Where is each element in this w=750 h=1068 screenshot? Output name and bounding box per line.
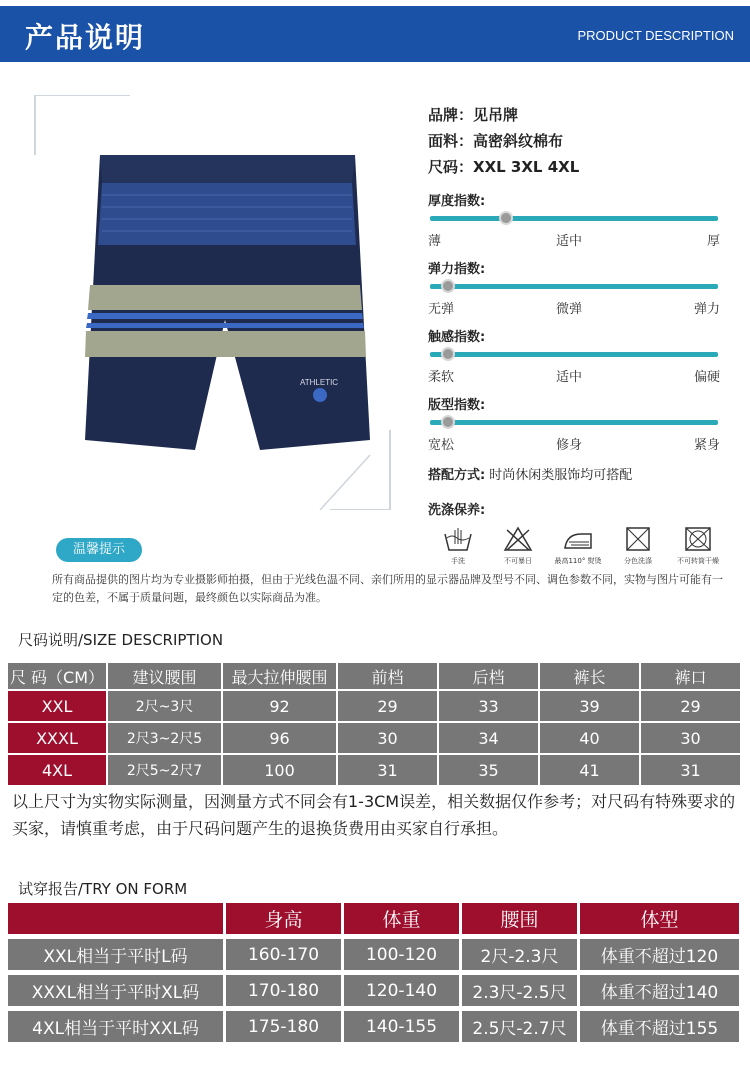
- index-label: 触感指数:: [428, 330, 486, 345]
- matching-value: 时尚休闲类服饰均可搭配: [489, 468, 633, 483]
- no-sun-icon: [503, 526, 533, 552]
- index-block: [428, 326, 728, 386]
- index-right: 偏硬: [693, 370, 720, 385]
- index-mid: 修身: [556, 438, 583, 453]
- index-block: [428, 394, 728, 454]
- index-track: [430, 284, 718, 289]
- table-row: 4XL 2尺5~2尺7 100 31 35 41 31: [8, 755, 742, 787]
- product-image: [30, 95, 395, 510]
- iron-icon: [561, 526, 595, 552]
- index-mid: 微弹: [556, 302, 583, 317]
- size-note: 以上尺寸为实物实际测量，因测量方式不同会有1-3CM误差，相关数据仅作参考；对尺码有特殊要求的买家，请慎重考虑，由于尺码问题产生的退换货费用由买家自行承担。: [12, 792, 736, 838]
- index-label: 厚度指数:: [428, 194, 486, 209]
- separate-wash-icon: [623, 526, 653, 552]
- hand-wash-icon: [443, 526, 473, 552]
- size-section-title: 尺码说明/SIZE DESCRIPTION: [18, 631, 224, 649]
- separate-wash-item: 分色洗涤: [608, 526, 668, 566]
- header-bar: [0, 6, 750, 62]
- try-section-title: 试穿报告/TRY ON FORM: [18, 880, 188, 898]
- index-left: 宽松: [428, 438, 455, 453]
- athletic-label: ATHLETIC: [300, 378, 339, 387]
- header-subtitle: PRODUCT DESCRIPTION: [577, 28, 734, 43]
- index-mid: 适中: [556, 370, 583, 385]
- hand-wash-item: 手洗: [428, 526, 488, 566]
- no-tumble-dry-icon: [683, 526, 713, 552]
- size-table: [8, 663, 742, 787]
- index-track: [430, 352, 718, 357]
- index-left: 薄: [428, 234, 442, 249]
- product-properties: [428, 104, 728, 566]
- table-row: XXXL 2尺3~2尺5 96 30 34 40 30: [8, 723, 742, 755]
- table-row: XXXL相当于平时XL码 170-180 120-140 2.3尺-2.5尺 体重不超过140: [8, 975, 742, 1011]
- index-right: 紧身: [693, 438, 720, 453]
- index-slider: [428, 208, 728, 230]
- index-label: 版型指数:: [428, 398, 486, 413]
- washing-icons: [428, 526, 728, 566]
- matching-label: 搭配方式:: [428, 468, 486, 483]
- index-block: [428, 190, 728, 250]
- index-knob: [441, 347, 455, 361]
- brand-line: 品牌：见吊牌: [428, 106, 519, 124]
- table-row: XXL 2尺~3尺 92 29 33 39 29: [8, 691, 742, 723]
- index-track: [430, 420, 718, 425]
- index-knob: [499, 211, 513, 225]
- index-knob: [441, 279, 455, 293]
- matching-row: [428, 464, 728, 483]
- index-slider: [428, 412, 728, 434]
- no-tumble-dry-item: 不可转筒干燥: [668, 526, 728, 566]
- try-on-table: [8, 903, 742, 1047]
- index-slider: [428, 344, 728, 366]
- index-ticks: [428, 298, 728, 318]
- washing-title: 洗涤保养:: [428, 503, 486, 518]
- index-block: [428, 258, 728, 318]
- index-mid: 适中: [556, 234, 583, 249]
- tip-badge: 温馨提示: [56, 538, 142, 562]
- index-ticks: [428, 230, 728, 250]
- index-ticks: [428, 366, 728, 386]
- index-slider: [428, 276, 728, 298]
- table-row: XXL相当于平时L码 160-170 100-120 2尺-2.3尺 体重不超过120: [8, 939, 742, 975]
- index-track: [430, 216, 718, 221]
- try-table-header: 身高 体重 腰围 体型: [8, 903, 742, 939]
- table-row: 4XL相当于平时XXL码 175-180 140-155 2.5尺-2.7尺 体重不超过155: [8, 1011, 742, 1047]
- tip-text: 所有商品提供的图片均为专业摄影师拍摄，但由于光线色温不同、亲们所用的显示器品牌及型号不同、调色参数不同，实物与图片可能有一定的色差，不属于质量问题，最终颜色以实际商品为准。: [52, 573, 723, 604]
- header-title: 产品说明: [25, 21, 146, 54]
- sizes-line: 尺码：XXL 3XL 4XL: [428, 158, 580, 176]
- no-sun-item: 不可暴日: [488, 526, 548, 566]
- index-label: 弹力指数:: [428, 262, 486, 277]
- index-right: 弹力: [693, 302, 720, 317]
- size-table-header: 尺 码（CM） 建议腰围 最大拉伸腰围 前档 后档 裤长 裤口: [8, 663, 742, 691]
- index-ticks: [428, 434, 728, 454]
- fabric-line: 面料：高密斜纹棉布: [428, 132, 564, 150]
- iron-item: 最高110° 熨烫: [548, 526, 608, 566]
- index-right: 厚: [706, 234, 720, 249]
- index-left: 无弹: [428, 302, 455, 317]
- index-left: 柔软: [428, 370, 455, 385]
- index-knob: [441, 415, 455, 429]
